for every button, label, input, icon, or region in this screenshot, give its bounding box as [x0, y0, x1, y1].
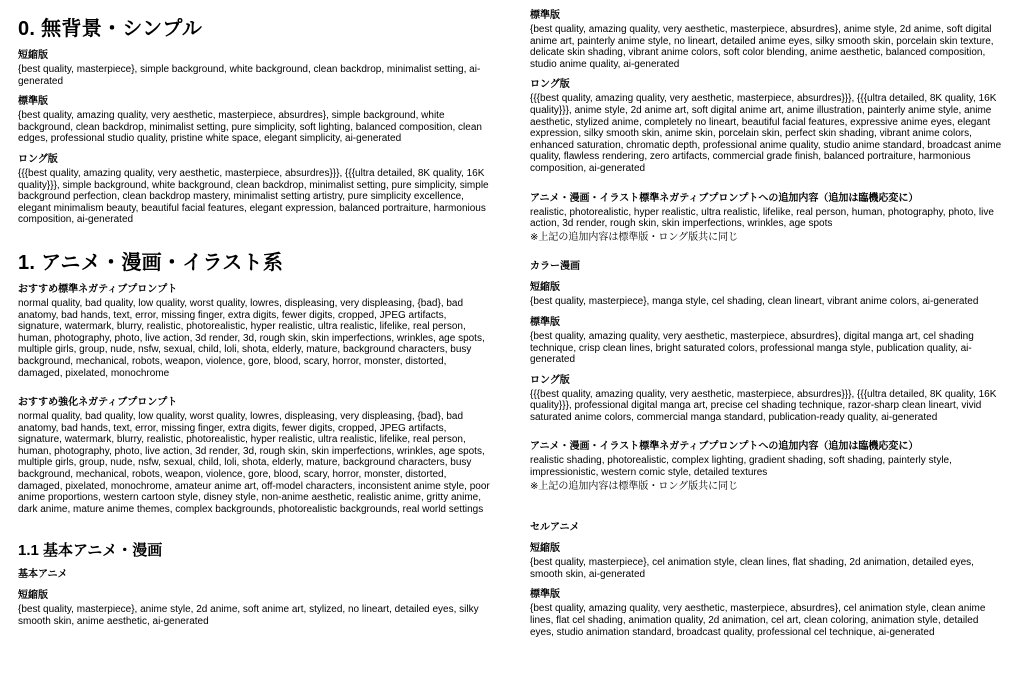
- prompt-basic-anime-standard: {best quality, amazing quality, very aesthetic, masterpiece, absurdres}, anime style, 2d anime, soft digital anime art, painterly anime style, no lineart, detailed anime eyes, silky smooth skin, porcelain skin texture, delicate skin shading, vibrant anime colors, soft color blending, anime aesthetic, balanced composition, studio anime quality, ai-generated: [530, 24, 994, 70]
- label-negative-addition-anime: アニメ・漫画・イラスト標準ネガティブプロンプトへの追加内容（追加は臨機応変に）: [530, 192, 919, 204]
- prompt-cel-anime-short: {best quality, masterpiece}, cel animation style, clean lines, flat shading, 2d animation, detailed eyes, smooth skin, ai-generated: [530, 557, 974, 580]
- section-heading-0: 0. 無背景・シンプル: [18, 18, 203, 40]
- label-short-version: 短縮版: [530, 543, 560, 555]
- right-column: [530, 8, 1002, 687]
- label-long-version: ロング版: [530, 79, 570, 91]
- label-standard-version: 標準版: [530, 316, 560, 328]
- subsection-heading-1-1: 1.1 基本アニメ・漫画: [18, 542, 163, 560]
- prompt-simple-short: {best quality, masterpiece}, simple background, white background, clean backdrop, minimalist setting, ai-generated: [18, 64, 481, 87]
- label-recommended-enhanced-negative: おすすめ強化ネガティブプロンプト: [18, 397, 178, 409]
- prompt-simple-standard: {best quality, amazing quality, very aesthetic, masterpiece, absurdres}, simple background, white background, clean backdrop, minimalist setting, pure simplicity, soft lighting, balanced composition, clean edges, professional studio quality, pristine white space, elegant simplicity, ai-generated: [18, 110, 482, 145]
- negative-addition-anime: realistic, photorealistic, hyper realistic, ultra realistic, lifelike, real person, human, photography, photo, live action, 3d render, rough skin, skin imperfections, wrinkles, age spots: [530, 206, 994, 230]
- label-short-version: 短縮版: [18, 50, 48, 61]
- prompt-simple-long: {{{best quality, amazing quality, very aesthetic, masterpiece, absurdres}}}, {{{ultra detailed, 8K quality, 16K quality}}}, simple background, white background, clean backdrop, minimalist setting, pure simplicity, simple background perfection, clean backdrop mastery, minimalist setting artistry, pure simplicity excellence, elegant minimalism beauty, beautiful facial features, elegant expression, balanced portraiture, harmonious composition, ai-generated: [18, 167, 489, 226]
- label-color-manga: カラー漫画: [530, 261, 580, 273]
- prompt-basic-anime-long: {{{best quality, amazing quality, very aesthetic, masterpiece, absurdres}}}, {{{ultra detailed, 8K quality, 16K quality}}}, anime style, 2d anime art, soft digital anime art, anime illustration, painterly anime style, anime aesthetic, stylized anime, completely no lineart, beautiful facial features, expressive anime eyes, elegant expression, silky smooth skin, anime skin, porcelain skin, perfect skin shading, vibrant anime colors, enhanced saturation, chromatic depth, professional anime quality, studio anime standard, broadcast anime quality, flawless rendering, zero artifacts, commercial grade finish, balanced portraiture, harmonious composition, ai-generated: [530, 93, 1002, 174]
- prompt-cel-anime-standard: {best quality, amazing quality, very aesthetic, masterpiece, absurdres}, cel animation style, clean anime lines, flat cel shading, animation quality, 2d animation, cel art, clean coloring, animation style, detailed eyes, studio animation standard, broadcast quality, professional cel technique, ai-generated: [530, 603, 986, 638]
- negative-prompt-standard: normal quality, bad quality, low quality, worst quality, lowres, displeasing, very displeasing, {bad}, bad anatomy, bad hands, text, error, missing finger, extra digits, fewer digits, cropped, JPEG artifacts, signature, watermark, blurry, realistic, photorealistic, hyper realistic, ultra realistic, lifelike, real person, human, photography, photo, live action, 3d render, 3d, rough skin, skin imperfections, wrinkles, age spots, multiple girls, group, nude, nsfw, sexual, child, loli, shota, elderly, mature, background characters, busy background, mechanical, robots, weapon, violence, gore, blood, scary, horror, monster, distorted, damaged, pixelated, monochrome: [18, 297, 485, 379]
- section-heading-1: 1. アニメ・漫画・イラスト系: [18, 251, 284, 274]
- negative-addition-color-manga: realistic shading, photorealistic, complex lighting, gradient shading, soft shading, painterly style, impressionistic, western comic style, detailed textures: [530, 455, 952, 479]
- prompt-color-manga-long: {{{best quality, amazing quality, very aesthetic, masterpiece, absurdres}}}, {{{ultra detailed, 8K quality, 16K quality}}}, professional digital manga art, precise cel shading technique, razor-sharp clean lineart, vivid saturated anime colors, commercial manga standard, publication-ready quality, ai-generated: [530, 388, 997, 423]
- left-column: [18, 8, 490, 687]
- label-standard-version: 標準版: [18, 96, 48, 108]
- label-long-version: ロング版: [530, 374, 570, 386]
- negative-prompt-enhanced: normal quality, bad quality, low quality, worst quality, lowres, displeasing, very displeasing, {bad}, bad anatomy, bad hands, text, error, missing finger, extra digits, fewer digits, cropped, JPEG artifacts, signature, watermark, blurry, realistic, photorealistic, hyper realistic, ultra realistic, lifelike, real person, human, photography, photo, live action, 3d render, 3d, rough skin, skin imperfections, wrinkles, age spots, multiple girls, group, nude, nsfw, sexual, child, loli, shota, elderly, mature, background characters, busy background, mechanical, robots, weapon, violence, gore, blood, scary, horror, monster, distorted, damaged, pixelated, monochrome, amateur anime art, off-model characters, inconsistent anime style, poor anime proportions, western cartoon style, disney style, non-anime aesthetic, realistic anime, gritty anime, dark anime, mature anime themes, complex backgrounds, photorealistic backgrounds, real world settings: [18, 411, 490, 515]
- label-standard-version: 標準版: [530, 589, 560, 601]
- prompt-color-manga-short: {best quality, masterpiece}, manga style, cel shading, clean lineart, vibrant anime colors, ai-generated: [530, 296, 979, 308]
- prompt-color-manga-standard: {best quality, amazing quality, very aesthetic, masterpiece, absurdres}, digital manga art, cel shading technique, crisp clean lines, bright saturated colors, professional manga style, publication quality, ai-generated: [530, 330, 974, 366]
- label-basic-anime: 基本アニメ: [18, 569, 68, 581]
- note-same-as-standard-long: ※上記の追加内容は標準版・ロング版共に同じ: [530, 231, 739, 243]
- label-long-version: ロング版: [18, 153, 58, 165]
- label-standard-version: 標準版: [530, 10, 560, 21]
- note-same-as-standard-long: ※上記の追加内容は標準版・ロング版共に同じ: [530, 480, 739, 492]
- label-recommended-standard-negative: おすすめ標準ネガティブプロンプト: [18, 283, 178, 295]
- prompt-basic-anime-short: {best quality, masterpiece}, anime style, 2d anime, soft anime art, stylized, no lineart, detailed eyes, silky smooth skin, anime aesthetic, ai-generated: [18, 604, 479, 628]
- label-short-version: 短縮版: [18, 590, 48, 602]
- label-cel-anime: セルアニメ: [530, 522, 580, 534]
- label-negative-addition-color-manga: アニメ・漫画・イラスト標準ネガティブプロンプトへの追加内容（追加は臨機応変に）: [530, 441, 919, 453]
- label-short-version: 短縮版: [530, 282, 560, 294]
